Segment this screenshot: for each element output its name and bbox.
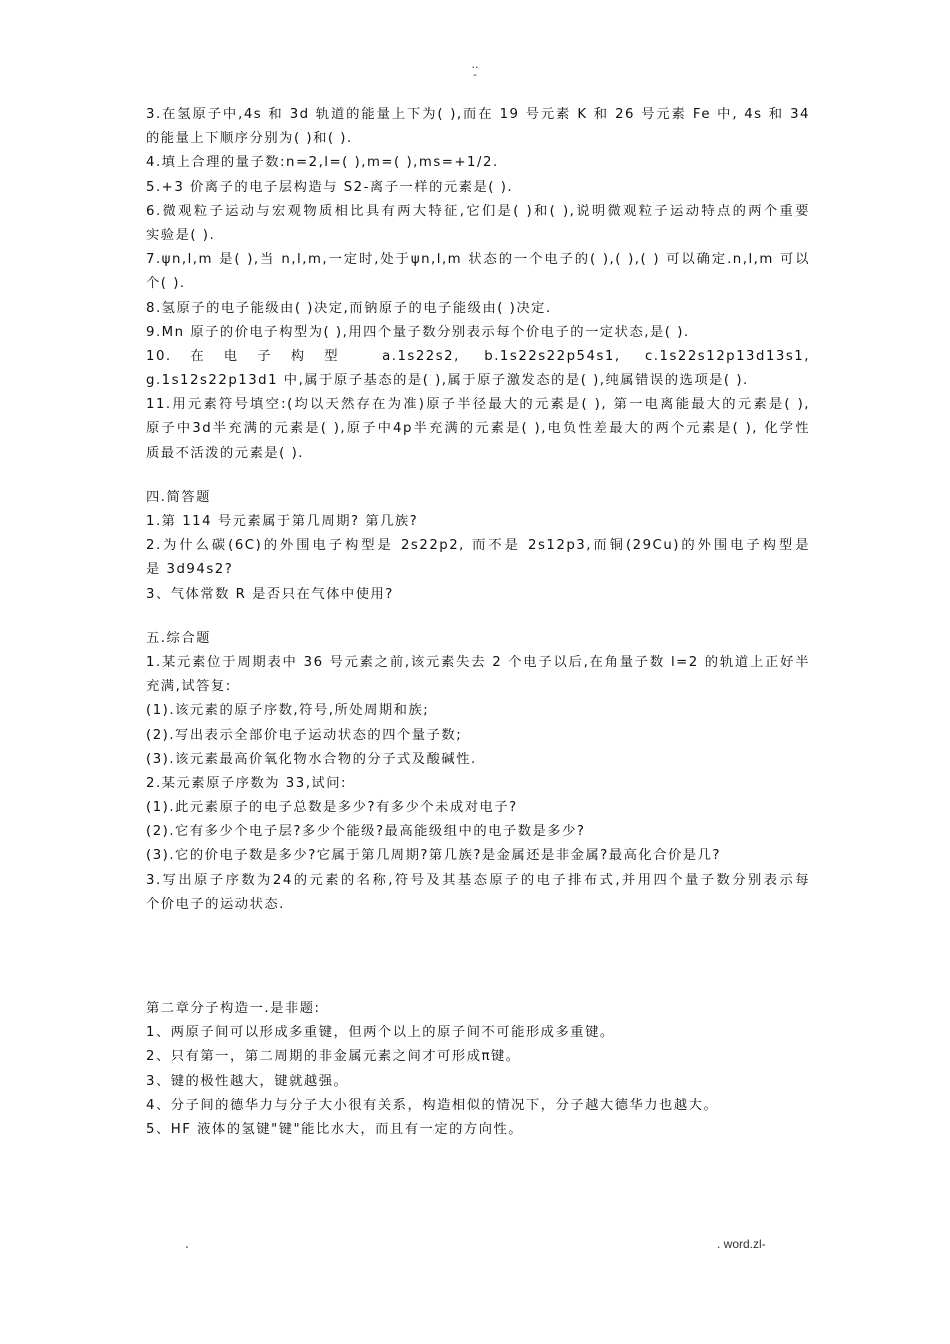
text-line: 质最不活泼的元素是( ).: [146, 445, 305, 461]
footer-watermark: . word.zl-: [717, 1237, 766, 1251]
text-line: (2).它有多少个电子层?多少个能级?最高能级组中的电子数是多少?: [146, 824, 586, 840]
text-line: 3.写出原子序数为24的元素的名称,符号及其基态原子的电子排布式,并用四个量子数分别表示每: [146, 872, 810, 888]
header-mark-top: ..: [471, 58, 479, 71]
text-line: 11.用元素符号填空:(均以天然存在为准)原子半径最大的元素是( ), 第一电离能最大的元素是( ),: [146, 397, 810, 413]
text-line: 5.+3 价离子的电子层构造与 S2-离子一样的元素是( ).: [146, 179, 514, 195]
text-line: 4.填上合理的量子数:n=2,l=( ),m=( ),ms=+1/2.: [146, 155, 499, 171]
text-line: 2、只有第一，第二周期的非金属元素之间才可形成π键。: [146, 1049, 521, 1065]
header-mark-bottom: -: [473, 68, 477, 81]
text-line: 实验是( ).: [146, 227, 216, 243]
text-line: 个价电子的运动状态.: [146, 896, 285, 912]
text-line: (3).该元素最高价氧化物水合物的分子式及酸碱性.: [146, 751, 477, 767]
text-line: 五.综合题: [146, 630, 211, 646]
text-line: 10.在电子构型 a.1s22s2, b.1s22s22p54s1, c.1s22s12p13d13s1,: [146, 348, 810, 364]
text-line: (2).写出表示全部价电子运动状态的四个量子数;: [146, 727, 463, 743]
text-line: 原子中3d半充满的元素是( ),原子中4p半充满的元素是( ),电负性差最大的两个元素是( ), 化学性: [146, 421, 810, 437]
text-line: 2.为什么碳(6C)的外围电子构型是 2s22p2, 而不是 2s12p3,而铜(29Cu)的外围电子构型是: [146, 538, 810, 554]
document-body: [146, 103, 810, 1142]
text-line: 3、键的极性越大，键就越强。: [146, 1073, 349, 1089]
text-line: 3、气体常数 R 是否只在气体中使用?: [146, 586, 394, 602]
text-line: 1、两原子间可以形成多重键，但两个以上的原子间不可能形成多重键。: [146, 1025, 615, 1041]
text-line: 2.某元素原子序数为 33,试问:: [146, 775, 348, 791]
text-line: 3.在氢原子中,4s 和 3d 轨道的能量上下为( ),而在 19 号元素 K 和 26 号元素 Fe 中, 4s 和 34: [146, 107, 810, 122]
text-line: 第二章分子构造一.是非题:: [146, 1001, 321, 1016]
text-line: (1).此元素原子的电子总数是多少?有多少个未成对电子?: [146, 800, 518, 816]
section-spacer: [146, 607, 810, 627]
text-line: 6.微观粒子运动与宏观物质相比具有两大特征,它们是( )和( ),说明微观粒子运动特点的两个重要: [146, 203, 810, 219]
text-line: 个( ).: [146, 276, 186, 292]
text-line: 1.第 114 号元素属于第几周期? 第几族?: [146, 514, 419, 529]
text-line: g.1s12s22p13d1 中,属于原子基态的是( ),属于原子激发态的是( ),纯属错误的选项是( ).: [146, 373, 749, 389]
text-line: 5、HF 液体的氢键"键"能比水大，而且有一定的方向性。: [146, 1121, 524, 1137]
text-line: 9.Mn 原子的价电子构型为( ),用四个量子数分别表示每个价电子的一定状态,是( ).: [146, 324, 690, 340]
text-line: (1).该元素的原子序数,符号,所处周期和族;: [146, 703, 430, 719]
section-spacer: [146, 917, 810, 997]
section-spacer: [146, 466, 810, 486]
header-mark: [0, 60, 950, 80]
text-line: 8.氢原子的电子能级由( )决定,而钠原子的电子能级由( )决定.: [146, 300, 552, 316]
text-line: 是 3d94s2?: [146, 562, 234, 578]
footer-left-mark: .: [185, 1237, 189, 1251]
text-line: 四.简答题: [146, 489, 211, 505]
text-line: 1.某元素位于周期表中 36 号元素之前,该元素失去 2 个电子以后,在角量子数 l=2 的轨道上正好半: [146, 654, 810, 670]
text-line: 7.ψn,l,m 是( ),当 n,l,m,一定时,处于ψn,l,m 状态的一个电子的( ),( ),( ) 可以确定.n,l,m 可以: [146, 252, 810, 268]
text-line: 充满,试答复:: [146, 679, 232, 695]
text-line: (3).它的价电子数是多少?它属于第几周期?第几族?是金属还是非金属?最高化合价是几?: [146, 848, 721, 864]
text-line: 的能量上下顺序分别为( )和( ).: [146, 131, 353, 147]
text-line: 4、分子间的德华力与分子大小很有关系，构造相似的情况下，分子越大德华力也越大。: [146, 1097, 719, 1113]
